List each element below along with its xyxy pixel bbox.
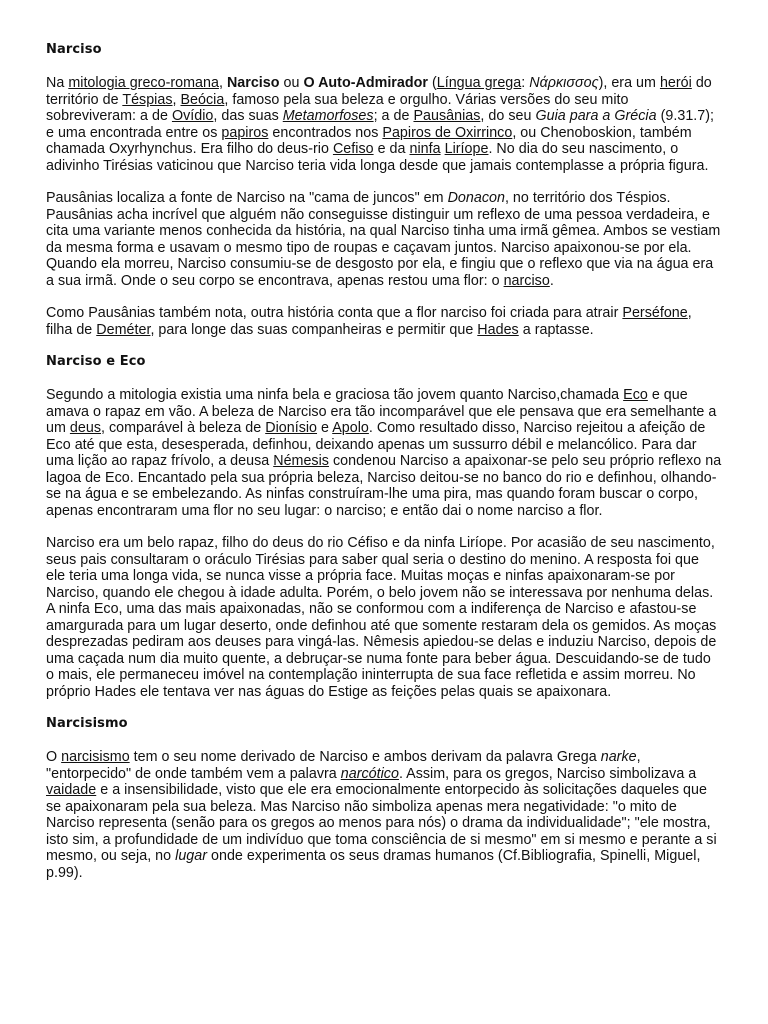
text-run: do território de — [46, 75, 712, 108]
text-run: Narciso era um belo rapaz, filho do deus do rio Céfiso e da ninfa Liríope. Por acasião de seu nascimento, seus pais consultaram o oráculo Tirésias para saber qual seria o destino do menino. A resposta foi que ele teria uma longa vida, se nunca visse a própria face. Muitas moças e ninfas apaixonaram-se por Narciso, quando ele chegou à idade adulta. Porém, o belo jovem não se interessava por nenhuma delas. A ninfa Eco, uma das mais apaixonadas, não se conformou com a indiferença de Narciso e afastou-se amargurada para um lugar deserto, onde definhou até que somente restaram dela os gemidos. As moças desprezadas pediram aos deuses para vingá-las. Nêmesis apiedou-se delas e induziu Narciso, depois de uma caçada num dia muito quente, a debruçar-se numa fonte para beber água. Descuidando-se de tudo o mais, ele permaneceu imóvel na contemplação ininterrupta de sua face refletida e assim morreu. No próprio Hades ele tentava ver nas águas do Estige as feições pelas quais se apaixonara. — [46, 535, 717, 700]
text-run: , ou Chenoboskion, também chamada Oxyrhynchus. Era filho do deus-rio — [46, 124, 692, 157]
inline-link[interactable]: Hades — [477, 321, 519, 338]
paragraph — [46, 387, 722, 519]
text-run: . Assim, para os gregos, Narciso simbolizava a — [398, 765, 697, 782]
text-run: e a insensibilidade, visto que ele era emocionalmente entorpecido às solicitações daqueles que se apaixonaram pela sua beleza. Mas Narciso não simboliza apenas mera negatividade: "o mito de Narciso representa (senão para os gregos ao menos para nós) o drama da individualidade"; "ele mostra, isto sim, a profundidade de um indivíduo que toma consciência de si mesmo" em si mesmo e perante a si mesmo, ou seja, no — [46, 782, 717, 864]
text-run: , famoso pela sua beleza e orgulho. Várias versões do seu mito sobreviveram: a de — [46, 91, 629, 124]
inline-link[interactable]: Eco — [623, 387, 648, 403]
text-run: Guia para a Grécia — [535, 108, 657, 124]
inline-link[interactable]: narcótico — [340, 765, 399, 782]
text-run: ou — [279, 75, 304, 91]
paragraph — [46, 75, 722, 174]
text-run: : — [521, 75, 530, 91]
inline-link[interactable]: Dionísio — [265, 420, 318, 436]
text-run: , "entorpecido" de onde também vem a palavra — [46, 749, 641, 782]
text-run: ( — [427, 75, 437, 91]
text-run: . Como resultado disso, Narciso rejeitou a afeição de Eco até que esta, desesperada, definhou, deixando apenas um sussurro débil e melancólico. Para dar uma lição ao rapaz frívolo, a deusa — [46, 420, 706, 469]
inline-link[interactable]: Téspias — [122, 91, 173, 108]
inline-link[interactable]: Metamorfoses — [282, 108, 374, 124]
inline-link[interactable]: vaidade — [46, 782, 97, 798]
text-run: Segundo a mitologia existia uma ninfa bela e graciosa tão jovem quanto Narciso,chamada — [46, 387, 624, 403]
inline-link[interactable]: papiros — [221, 124, 269, 141]
inline-link[interactable]: narcisismo — [61, 749, 130, 765]
text-run: Como Pausânias também nota, outra história conta que a flor narciso foi criada para atrair — [46, 305, 623, 321]
text-run: encontrados nos — [268, 124, 383, 141]
inline-link[interactable]: narciso — [503, 272, 550, 289]
text-run: . — [549, 272, 554, 289]
paragraph — [46, 190, 722, 289]
text-run: , filha de — [46, 305, 692, 338]
text-run: a raptasse. — [518, 321, 594, 338]
text-run: onde experimenta os seus dramas humanos (Cf.Bibliografia, Spinelli, Miguel, p.99). — [46, 848, 701, 881]
text-run: condenou Narciso a apaixonar-se pelo seu próprio reflexo na lagoa de Eco. Encantado pela sua própria beleza, Narciso deitou-se no banco do rio e definhou, olhando-se na água e se embelezando. As ninfas construíram-lhe uma pira, mas quando foram buscar o corpo, apenas encontraram uma flor no seu lugar: o narciso; e então dai o nome narciso a flor. — [46, 453, 722, 519]
inline-link[interactable]: Língua grega — [436, 75, 522, 91]
inline-link[interactable]: Cefiso — [332, 141, 374, 157]
inline-link[interactable]: Apolo — [332, 420, 369, 436]
text-run: , comparável à beleza de — [101, 420, 266, 436]
section-title-narciso: Narciso — [46, 42, 102, 57]
text-run: , — [218, 75, 227, 91]
text-run: lugar — [175, 848, 208, 864]
text-run: ; a de — [373, 108, 414, 124]
text-run: ), era um — [598, 75, 660, 91]
text-run: , para longe das suas companheiras e permitir que — [150, 321, 478, 338]
inline-link[interactable]: mitologia greco-romana — [68, 75, 219, 91]
inline-link[interactable]: ninfa — [409, 141, 441, 157]
text-run: , do seu — [480, 108, 536, 124]
text-run: , no território dos Téspios. Pausânias acha incrível que alguém não conseguisse distinguir um reflexo de uma pessoa verdadeira, e cita uma variante menos conhecida da história, na qual Narciso tinha uma irmã gêmea. Ambos se vestiam da mesma forma e usavam o mesmo tipo de roupas e caçavam juntos. Narciso apaixonou-se por ela. Quando ela morreu, Narciso consumiu-se de desgosto por ela, e fingiu que o reflexo que via na água era a sua irmã. Onde o seu corpo se encontrava, apenas restou uma flor: o — [46, 190, 721, 289]
text-run: Donacon — [447, 190, 505, 206]
text-run: e — [317, 420, 333, 436]
inline-link[interactable]: Ovídio — [171, 108, 214, 124]
inline-link[interactable]: Beócia — [180, 91, 225, 108]
text-run: Narciso — [226, 75, 280, 91]
text-run: narke — [600, 749, 637, 765]
section-title-narciso-e-eco: Narciso e Eco — [46, 354, 146, 369]
paragraph — [46, 749, 722, 881]
text-run: O — [46, 749, 62, 765]
text-run: . No dia do seu nascimento, o adivinho Tirésias vaticinou que Narciso teria vida longa desde que jamais contemplasse a própria figura. — [46, 141, 709, 174]
inline-link[interactable]: Pausânias — [413, 108, 481, 124]
text-run: e que amava o rapaz em vão. A beleza de Narciso era tão incomparável que ele pensava que era semelhante a um — [46, 387, 717, 436]
inline-link[interactable]: Deméter — [96, 321, 151, 338]
inline-link[interactable]: Liríope — [444, 141, 489, 157]
inline-link[interactable]: Papiros de Oxirrinco — [382, 124, 513, 141]
text-run: tem o seu nome derivado de Narciso e ambos derivam da palavra Grega — [129, 749, 601, 765]
section-title-narcisismo: Narcisismo — [46, 716, 128, 731]
text-run: Na — [46, 75, 69, 91]
text-run: (9.31.7); e uma encontrada entre os — [46, 108, 715, 141]
paragraph — [46, 305, 722, 338]
inline-link[interactable]: Perséfone — [622, 305, 688, 321]
paragraph — [46, 535, 722, 700]
inline-link[interactable]: herói — [659, 75, 692, 91]
inline-link[interactable]: deus — [69, 420, 101, 436]
inline-link[interactable]: Némesis — [273, 453, 329, 469]
text-run: , das suas — [213, 108, 283, 124]
text-run: e da — [373, 141, 410, 157]
text-run: , — [172, 91, 181, 108]
text-run: Νάρκισσος — [529, 75, 599, 91]
text-run: Pausânias localiza a fonte de Narciso na "cama de juncos" em — [46, 190, 448, 206]
text-run: O Auto-Admirador — [303, 75, 428, 91]
